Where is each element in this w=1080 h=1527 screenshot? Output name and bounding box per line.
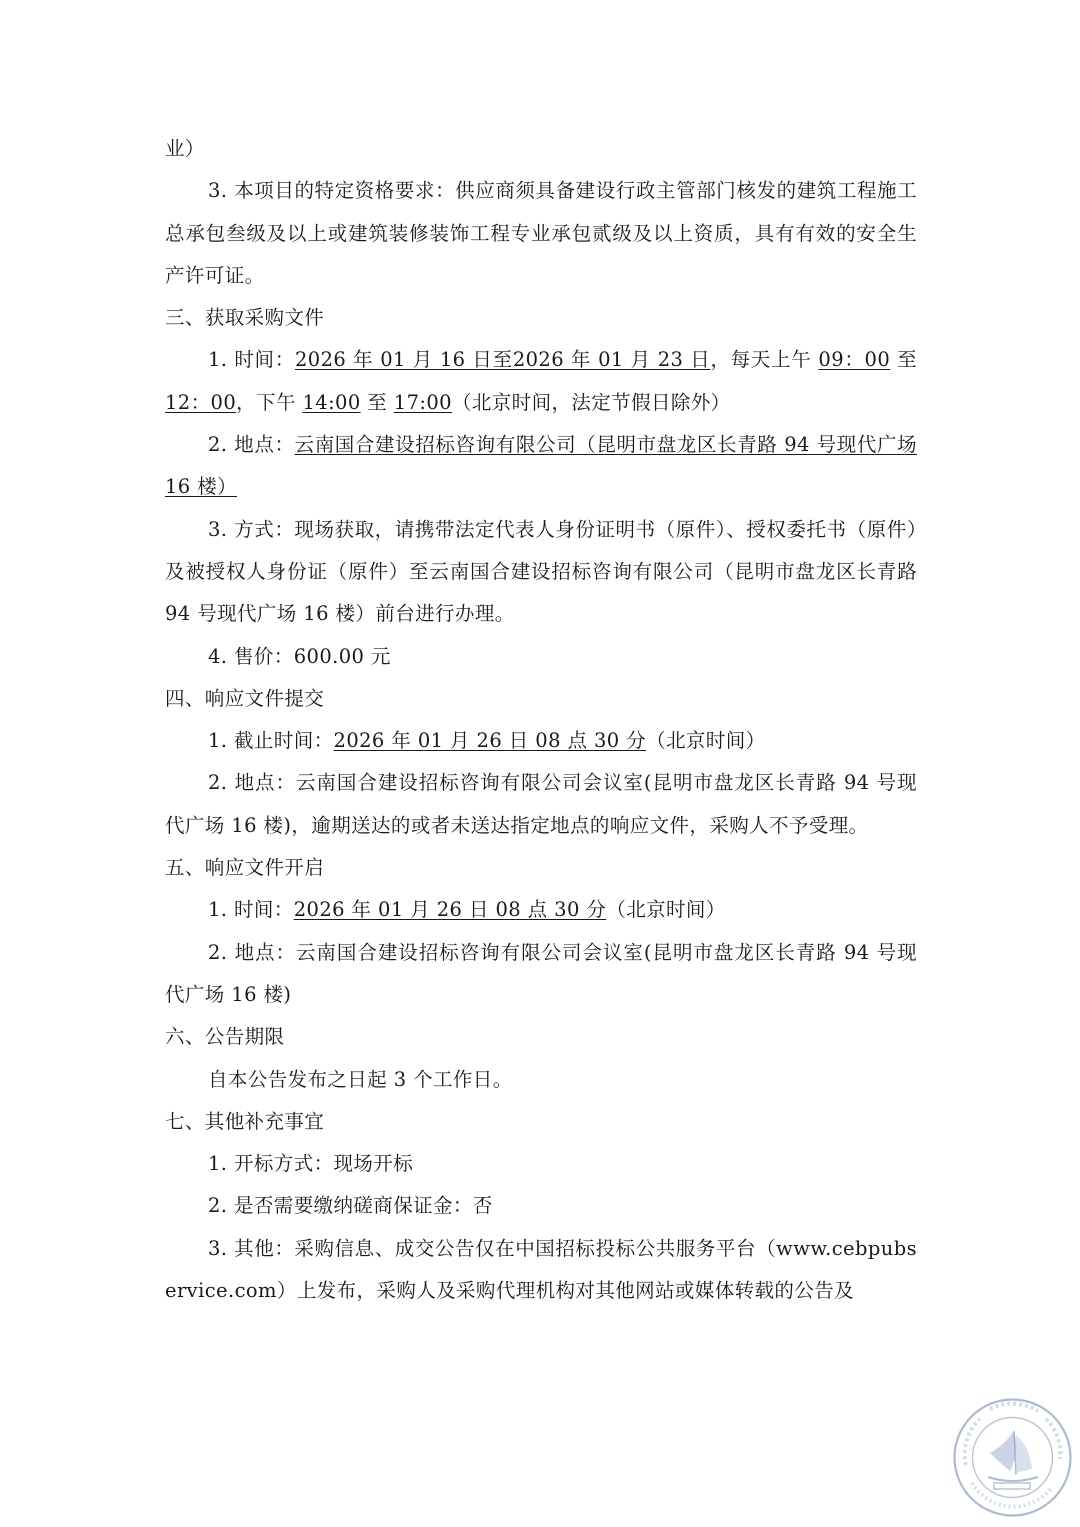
other-notes: 3. 其他：采购信息、成交公告仅在中国招标投标公共服务平台（www.cebpubservice.com）上发布，采购人及采购代理机构对其他网站或媒体转载的公告及	[165, 1236, 917, 1303]
qualification-requirement: 3. 本项目的特定资格要求：供应商须具备建设行政主管部门核发的建筑工程施工总承包叁级及以上或建筑装修装饰工程专业承包贰级及以上资质，具有有效的安全生产许可证。	[165, 179, 917, 287]
opening-method: 1. 开标方式：现场开标	[208, 1152, 414, 1176]
acquire-location: 2. 地点：云南国合建设招标咨询有限公司（昆明市盘龙区长青路 94 号现代广场 16 楼）	[165, 433, 917, 499]
section-heading-5: 五、响应文件开启	[165, 856, 325, 880]
school-seal-icon	[950, 1395, 1075, 1520]
section-heading-7: 七、其他补充事宜	[165, 1109, 325, 1133]
document-body	[165, 128, 917, 1312]
section-heading-4: 四、响应文件提交	[165, 686, 325, 710]
acquire-time: 1. 时间：2026 年 01 月 16 日至2026 年 01 月 23 日，每天上午 09：00 至 12：00，下午 14:00 至 17:00（北京时间，法定节假日除外）	[165, 348, 917, 414]
submit-deadline: 1. 截止时间：2026 年 01 月 26 日 08 点 30 分（北京时间）	[208, 729, 766, 753]
deposit-required: 2. 是否需要缴纳磋商保证金：否	[208, 1194, 493, 1218]
acquire-price: 4. 售价：600.00 元	[208, 644, 391, 668]
notice-period: 自本公告发布之日起 3 个工作日。	[208, 1067, 513, 1091]
submit-location: 2. 地点：云南国合建设招标咨询有限公司会议室(昆明市盘龙区长青路 94 号现代广场 16 楼)，逾期送达的或者未送达指定地点的响应文件，采购人不予受理。	[165, 771, 917, 837]
open-time: 1. 时间：2026 年 01 月 26 日 08 点 30 分（北京时间）	[208, 898, 726, 922]
acquire-method: 3. 方式：现场获取，请携带法定代表人身份证明书（原件）、授权委托书（原件）及被授权人身份证（原件）至云南国合建设招标咨询有限公司（昆明市盘龙区长青路 94 号现代广场 16 楼）前台进行办理。	[165, 517, 917, 626]
open-location: 2. 地点：云南国合建设招标咨询有限公司会议室(昆明市盘龙区长青路 94 号现代广场 16 楼)	[165, 940, 917, 1006]
section-heading-6: 六、公告期限	[165, 1025, 285, 1049]
section-heading-3: 三、获取采购文件	[165, 306, 325, 330]
line-continuation: 业）	[165, 137, 205, 160]
